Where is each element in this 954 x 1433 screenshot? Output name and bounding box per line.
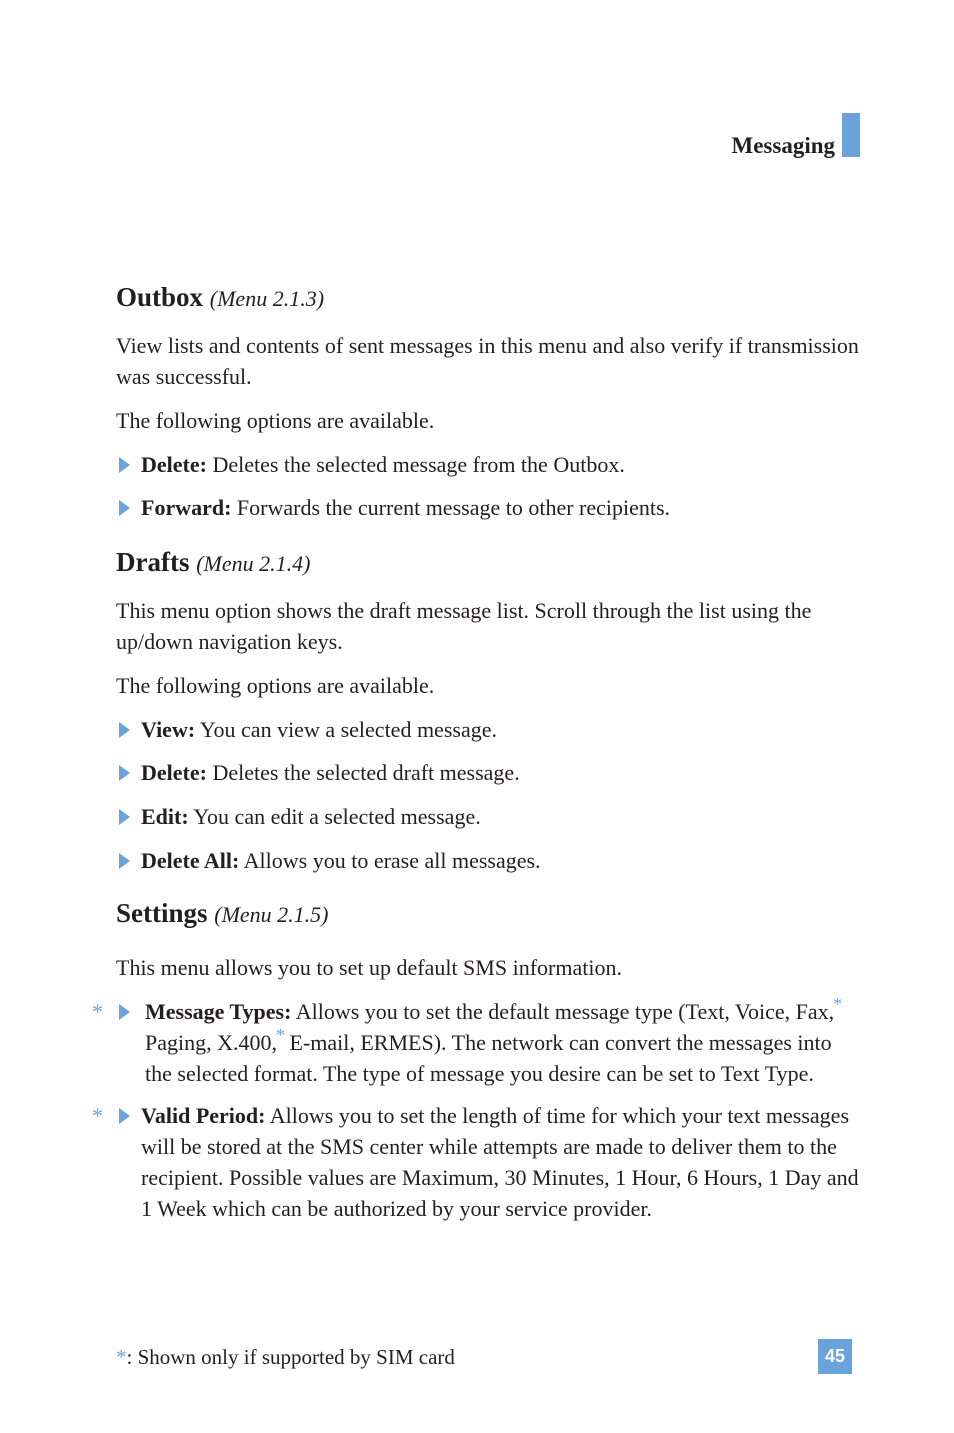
- footnote-text: : Shown only if supported by SIM card: [126, 1345, 455, 1369]
- bullet-text: Allows you to set the length of time for which your text messages will be stored at the SMS center while attempts are made to deliver them to the recipient. Possible values are Maximum, 30 Minutes, 1 Hour, 6 Hours, 1 Day and 1 Week which can be authorized by your service provider.: [141, 1103, 859, 1221]
- bullet-label: Valid Period:: [141, 1103, 266, 1128]
- footnote: [116, 1342, 455, 1372]
- bullet-label: View:: [141, 717, 196, 742]
- bullet-text: Deletes the selected draft message.: [206, 760, 520, 785]
- header-accent-bar: [842, 113, 860, 157]
- bullet-text: Paging, X.400,: [145, 1030, 277, 1055]
- outbox-title: Outbox: [116, 282, 204, 312]
- settings-bullet-message-types: [92, 994, 861, 1089]
- bullet-label: Delete:: [141, 452, 207, 477]
- outbox-bullet-forward: [116, 492, 861, 523]
- bullet-text: You can view a selected message.: [195, 717, 497, 742]
- arrow-icon: [119, 765, 130, 781]
- bullet-label: Forward:: [141, 495, 232, 520]
- sim-star-icon: *: [276, 1025, 285, 1045]
- settings-menu-ref: (Menu 2.1.5): [214, 902, 329, 927]
- outbox-menu-ref: (Menu 2.1.3): [209, 286, 325, 311]
- drafts-bullet-delete-all: [116, 845, 861, 876]
- drafts-bullet-edit: [116, 801, 861, 832]
- arrow-icon: [119, 500, 130, 516]
- arrow-icon: [119, 722, 130, 738]
- arrow-icon: [119, 853, 130, 869]
- drafts-bullet-delete: [116, 757, 861, 788]
- drafts-title: Drafts: [116, 547, 190, 577]
- bullet-text: Allows you to set the default message type (Text, Voice, Fax,: [291, 999, 835, 1024]
- bullet-label: Delete All:: [141, 848, 240, 873]
- settings-bullet-valid-period: [92, 1100, 861, 1224]
- header-title: Messaging: [731, 133, 835, 158]
- bullet-label: Edit:: [141, 804, 189, 829]
- sim-star-icon: *: [116, 1345, 127, 1369]
- outbox-intro: View lists and contents of sent messages in this menu and also verify if transmission was successful.: [116, 333, 859, 389]
- drafts-heading: [116, 545, 861, 581]
- bullet-label: Delete:: [141, 760, 207, 785]
- drafts-intro: This menu option shows the draft message list. Scroll through the list using the up/down navigation keys.: [116, 598, 812, 654]
- bullet-label: Message Types:: [145, 999, 292, 1024]
- sim-star-icon: *: [833, 994, 843, 1014]
- bullet-text: You can edit a selected message.: [188, 804, 481, 829]
- outbox-options-intro: The following options are available.: [116, 408, 435, 433]
- drafts-bullet-view: [116, 714, 861, 745]
- outbox-heading: [116, 280, 861, 316]
- sim-star-icon: *: [92, 999, 103, 1024]
- drafts-menu-ref: (Menu 2.1.4): [196, 551, 311, 576]
- bullet-text: Allows you to erase all messages.: [239, 848, 541, 873]
- arrow-icon: [119, 809, 130, 825]
- arrow-icon: [119, 1108, 130, 1124]
- page-number: 45: [818, 1339, 852, 1374]
- drafts-options-intro: The following options are available.: [116, 673, 435, 698]
- outbox-bullet-delete: [116, 449, 861, 480]
- settings-heading: [116, 896, 861, 932]
- arrow-icon: [119, 457, 130, 473]
- bullet-text: Deletes the selected message from the Outbox.: [206, 452, 625, 477]
- page-content: [92, 280, 861, 1224]
- sim-star-icon: *: [92, 1103, 103, 1128]
- bullet-text: Forwards the current message to other recipients.: [231, 495, 671, 520]
- settings-intro: This menu allows you to set up default SMS information.: [116, 955, 622, 980]
- bullet-text: E-mail, ERMES). The network can convert the messages into the selected format. The type of message you desire can be set to Text Type.: [145, 1030, 832, 1086]
- arrow-icon: [119, 1004, 130, 1020]
- settings-title: Settings: [116, 898, 208, 928]
